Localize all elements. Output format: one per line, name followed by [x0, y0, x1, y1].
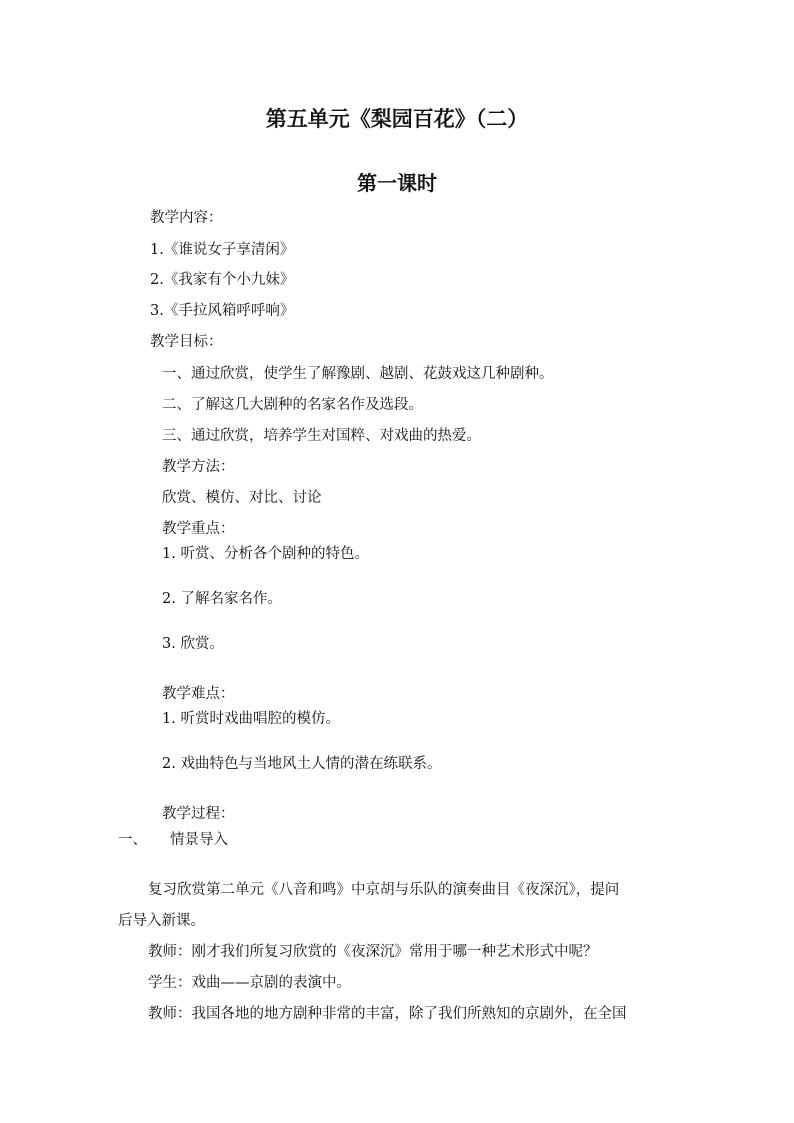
paragraph-line: 复习欣赏第二单元《八音和鸣》中京胡与乐队的演奏曲目《夜深沉》，提问 [148, 882, 620, 898]
teaching-content-item: 2.《我家有个小九妹》 [150, 272, 295, 288]
teaching-content-item: 3.《手拉风箱呼呼响》 [150, 303, 295, 319]
teaching-goal-item: 二、了解这几大剧种的名家名作及选段。 [162, 397, 423, 413]
dialog-line: 学生：戏曲——京剧的表演中。 [148, 975, 351, 991]
difficult-point-item: 2. 戏曲特色与当地风土人情的潜在练联系。 [162, 756, 442, 772]
paragraph-line: 后导入新课。 [118, 913, 205, 929]
key-points-heading: 教学重点： [162, 521, 235, 537]
teaching-goal-item: 一、通过欣赏，使学生了解豫剧、越剧、花鼓戏这几种剧种。 [162, 366, 554, 382]
key-point-item: 3. 欣赏。 [162, 636, 224, 652]
lesson-subtitle: 第一课时 [357, 171, 437, 195]
teaching-goal-item: 三、通过欣赏，培养学生对国粹、对戏曲的热爱。 [162, 428, 481, 444]
difficult-points-heading: 教学难点： [162, 686, 235, 702]
teaching-content-item: 1.《谁说女子享清闲》 [150, 242, 295, 258]
teaching-method-text: 欣赏、模仿、对比、讨论 [162, 490, 322, 506]
teaching-method-heading: 教学方法： [162, 459, 235, 475]
document-title: 第五单元《梨园百花》（二） [265, 106, 529, 131]
dialog-line: 教师：刚才我们所复习欣赏的《夜深沉》常用于哪一种艺术形式中呢？ [148, 944, 598, 960]
difficult-point-item: 1. 听赏时戏曲唱腔的模仿。 [162, 711, 340, 727]
section-title: 情景导入 [170, 832, 228, 848]
key-point-item: 2. 了解名家名作。 [162, 591, 282, 607]
dialog-line: 教师：我国各地的地方剧种非常的丰富，除了我们所熟知的京剧外，在全国 [148, 1006, 627, 1022]
section-number: 一、 [118, 832, 147, 848]
teaching-goals-heading: 教学目标： [150, 334, 223, 350]
teaching-process-heading: 教学过程： [162, 806, 235, 822]
key-point-item: 1. 听赏、分析各个剧种的特色。 [162, 546, 369, 562]
teaching-content-heading: 教学内容： [150, 210, 223, 226]
